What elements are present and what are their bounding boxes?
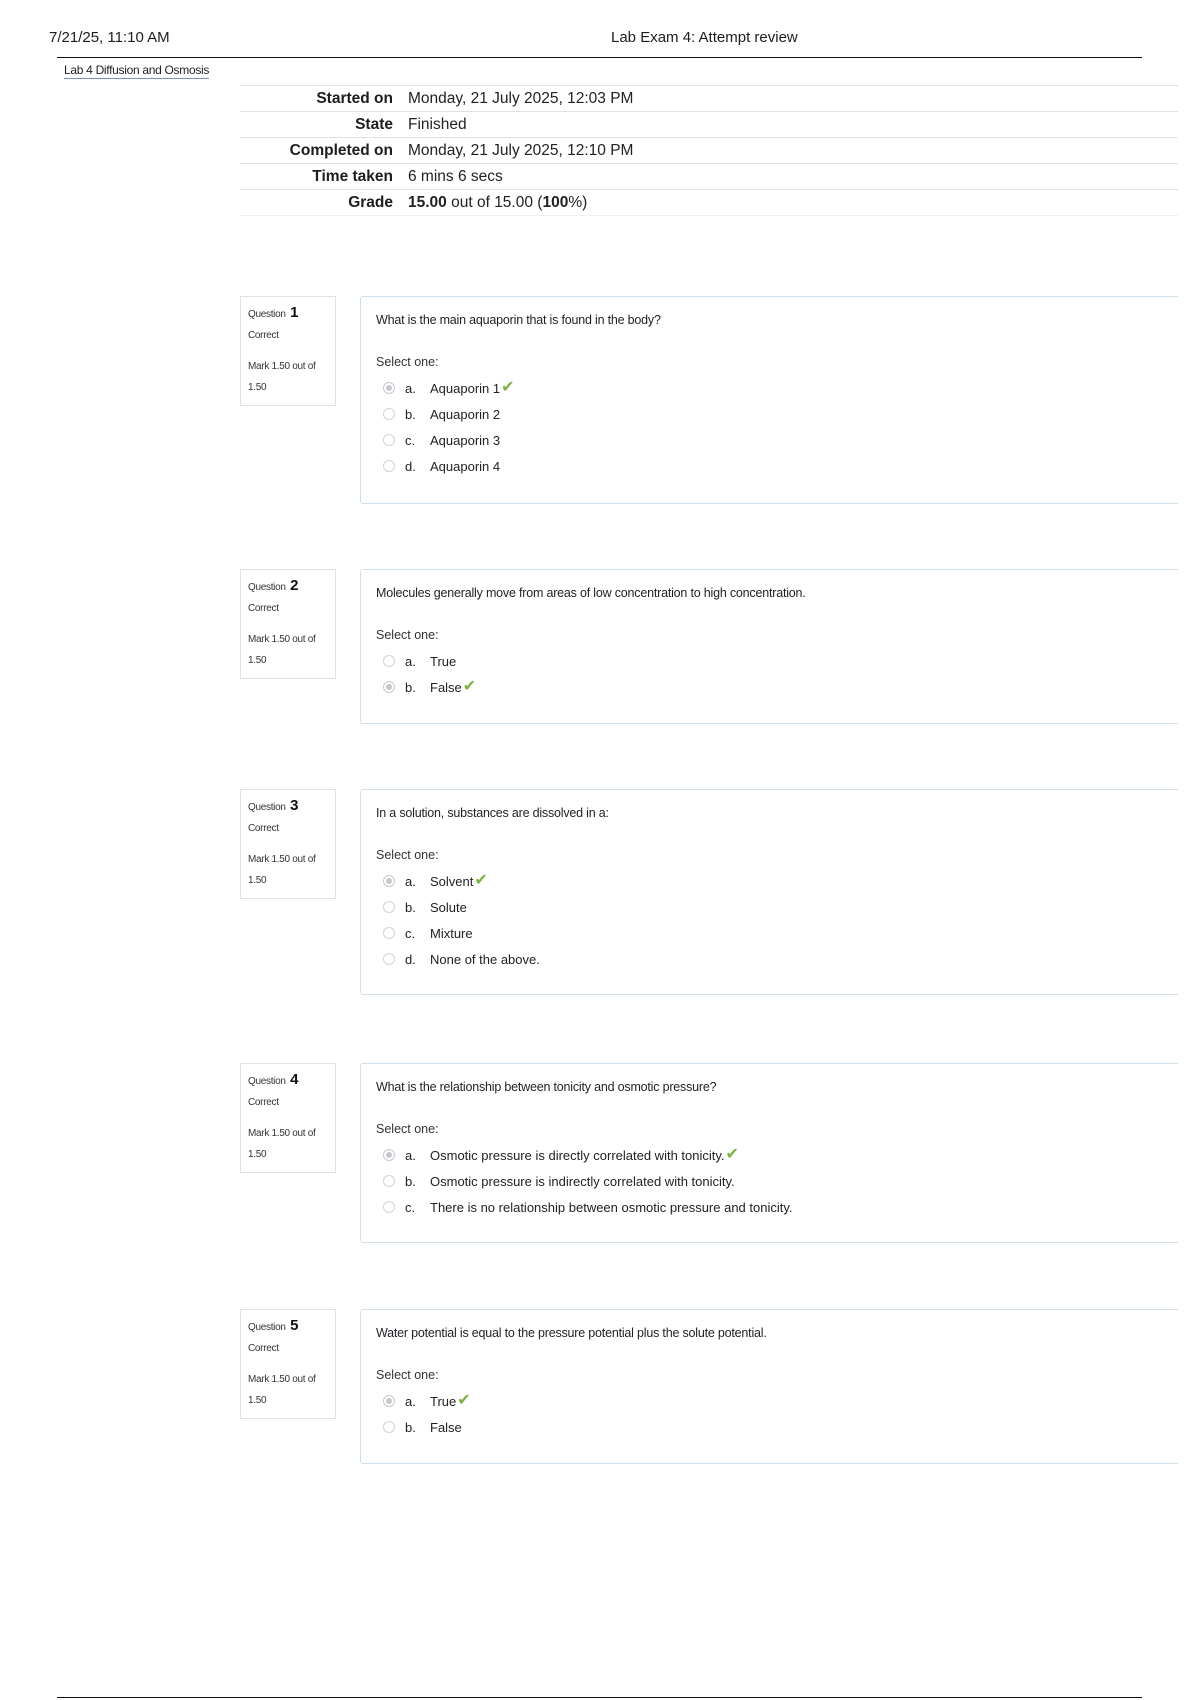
question-number-value: 3 [290,797,299,814]
answer-options [376,868,1178,972]
answer-letter: d. [405,951,416,967]
question-state: Correct [248,330,279,341]
grade-score: 15.00 [408,193,447,211]
radio-button[interactable] [383,1175,395,1187]
radio-button[interactable] [383,953,395,965]
answer-letter: b. [405,406,416,422]
answer-text: None of the above. [430,951,540,967]
question-info [240,296,336,406]
question-number [248,304,329,324]
question-text: Water potential is equal to the pressure potential plus the solute potential. [376,1326,767,1340]
radio-button[interactable] [383,434,395,446]
question-label: Question [248,1322,286,1333]
answer-options [376,375,1178,479]
summary-row-completed [240,138,1178,164]
summary-value: 6 mins 6 secs [408,164,1178,190]
question-grade [248,1369,329,1411]
summary-label: Time taken [240,164,408,190]
answer-text: Aquaporin 4 [430,458,501,474]
question-grade-line1: Mark 1.50 out of [248,361,316,372]
question-number [248,577,329,597]
answer-letter: d. [405,458,416,474]
radio-button[interactable] [383,901,395,913]
answer-option[interactable] [376,648,1178,674]
question-grade [248,356,329,398]
radio-selected[interactable] [383,681,395,693]
answer-option[interactable] [376,894,1178,920]
answer-option[interactable] [376,427,1178,453]
question-number [248,1317,329,1337]
question-content [360,296,1178,504]
radio-button[interactable] [383,927,395,939]
question-label: Question [248,802,286,813]
radio-button[interactable] [383,408,395,420]
answer-text: Solvent [430,873,474,889]
question-grade-line1: Mark 1.50 out of [248,1128,316,1139]
answer-option[interactable] [376,674,1178,700]
question-info [240,789,336,899]
question-state: Correct [248,823,279,834]
answer-option[interactable] [376,868,1178,894]
summary-label: Grade [240,190,408,216]
question-grade-line2: 1.50 [248,382,267,393]
answer-option[interactable] [376,946,1178,972]
breadcrumb[interactable] [64,63,209,77]
radio-selected[interactable] [383,1395,395,1407]
radio-button[interactable] [383,1201,395,1213]
summary-row-time [240,164,1178,190]
question-text: What is the main aquaporin that is found in the body? [376,313,661,327]
question-number-value: 1 [290,304,299,321]
question-content [360,1063,1178,1243]
question-grade-line1: Mark 1.50 out of [248,1374,316,1385]
summary-value: Finished [408,112,1178,138]
radio-button[interactable] [383,655,395,667]
answer-text: Solute [430,899,467,915]
select-prompt: Select one: [376,848,439,862]
answer-text: True [430,1393,457,1409]
question-grade-line2: 1.50 [248,875,267,886]
summary-value [408,190,1178,216]
breadcrumb-link[interactable]: Lab 4 Diffusion and Osmosis [64,63,210,77]
answer-text: Osmotic pressure is directly correlated with tonicity. [430,1147,725,1163]
question-grade-line1: Mark 1.50 out of [248,854,316,865]
question-content [360,569,1178,724]
answer-option[interactable] [376,1194,1178,1220]
question-grade-line2: 1.50 [248,1395,267,1406]
answer-text: Osmotic pressure is indirectly correlated with tonicity. [430,1173,735,1189]
question-state: Correct [248,1343,279,1354]
select-prompt: Select one: [376,628,439,642]
check-icon: ✔ [462,678,477,695]
footer-divider [57,1697,1142,1698]
question-number-value: 5 [290,1317,299,1334]
summary-label: Completed on [240,138,408,164]
answer-options [376,1142,1178,1220]
question-state: Correct [248,1097,279,1108]
radio-selected[interactable] [383,1149,395,1161]
question-grade-line1: Mark 1.50 out of [248,634,316,645]
question-content [360,789,1178,995]
radio-button[interactable] [383,1421,395,1433]
radio-button[interactable] [383,460,395,472]
question-grade-line2: 1.50 [248,1149,267,1160]
question-number [248,797,329,817]
answer-option[interactable] [376,453,1178,479]
grade-suffix: %) [568,193,588,211]
select-prompt: Select one: [376,1122,439,1136]
summary-row-grade [240,190,1178,216]
answer-text: False [430,679,462,695]
answer-letter: a. [405,1393,416,1409]
answer-option[interactable] [376,1388,1178,1414]
question-grade [248,629,329,671]
header-divider [57,57,1142,58]
question-label: Question [248,309,286,320]
attempt-summary-table [240,85,1178,216]
answer-text: There is no relationship between osmotic pressure and tonicity. [430,1199,793,1215]
print-header [0,29,1200,51]
question-number [248,1071,329,1091]
check-icon: ✔ [725,1146,739,1163]
answer-letter: c. [405,432,416,448]
page-title: Lab Exam 4: Attempt review [611,29,798,46]
answer-letter: b. [405,679,416,695]
radio-selected[interactable] [383,875,395,887]
answer-letter: a. [405,1147,416,1163]
check-icon: ✔ [501,379,515,396]
answer-text: Mixture [430,925,473,941]
answer-letter: b. [405,1173,416,1189]
answer-letter: a. [405,873,416,889]
answer-text: Aquaporin 1 [430,380,501,396]
summary-label: State [240,112,408,138]
answer-letter: c. [405,1199,416,1215]
summary-value: Monday, 21 July 2025, 12:10 PM [408,138,1178,164]
select-prompt: Select one: [376,1368,439,1382]
select-prompt: Select one: [376,355,439,369]
answer-option[interactable] [376,1414,1178,1440]
answer-text: False [430,1419,462,1435]
answer-letter: a. [405,380,416,396]
answer-text: Aquaporin 2 [430,406,501,422]
summary-label: Started on [240,86,408,112]
answer-options [376,648,1178,700]
answer-option[interactable] [376,1142,1178,1168]
question-text: In a solution, substances are dissolved in a: [376,806,609,820]
answer-letter: b. [405,899,416,915]
check-icon: ✔ [474,872,488,889]
summary-row-started [240,86,1178,112]
answer-text: Aquaporin 3 [430,432,501,448]
answer-option[interactable] [376,1168,1178,1194]
question-state: Correct [248,603,279,614]
question-grade-line2: 1.50 [248,655,267,666]
answer-option[interactable] [376,401,1178,427]
summary-value: Monday, 21 July 2025, 12:03 PM [408,86,1178,112]
print-date: 7/21/25, 11:10 AM [49,29,170,46]
answer-option[interactable] [376,375,1178,401]
question-number-value: 2 [290,577,299,594]
grade-total: out of 15.00 ( [446,193,543,211]
question-label: Question [248,582,286,593]
question-grade [248,849,329,891]
question-number-value: 4 [290,1071,299,1088]
check-icon: ✔ [457,1392,471,1409]
answer-option[interactable] [376,920,1178,946]
question-text: What is the relationship between tonicity and osmotic pressure? [376,1080,717,1094]
answer-text: True [430,653,457,669]
question-info [240,1309,336,1419]
grade-percent: 100 [542,193,569,211]
answer-letter: a. [405,653,416,669]
question-grade [248,1123,329,1165]
summary-row-state [240,112,1178,138]
question-info [240,1063,336,1173]
answer-letter: b. [405,1419,416,1435]
question-info [240,569,336,679]
answer-letter: c. [405,925,416,941]
radio-selected[interactable] [383,382,395,394]
question-text: Molecules generally move from areas of low concentration to high concentration. [376,586,806,600]
answer-options [376,1388,1178,1440]
question-content [360,1309,1178,1464]
question-label: Question [248,1076,286,1087]
